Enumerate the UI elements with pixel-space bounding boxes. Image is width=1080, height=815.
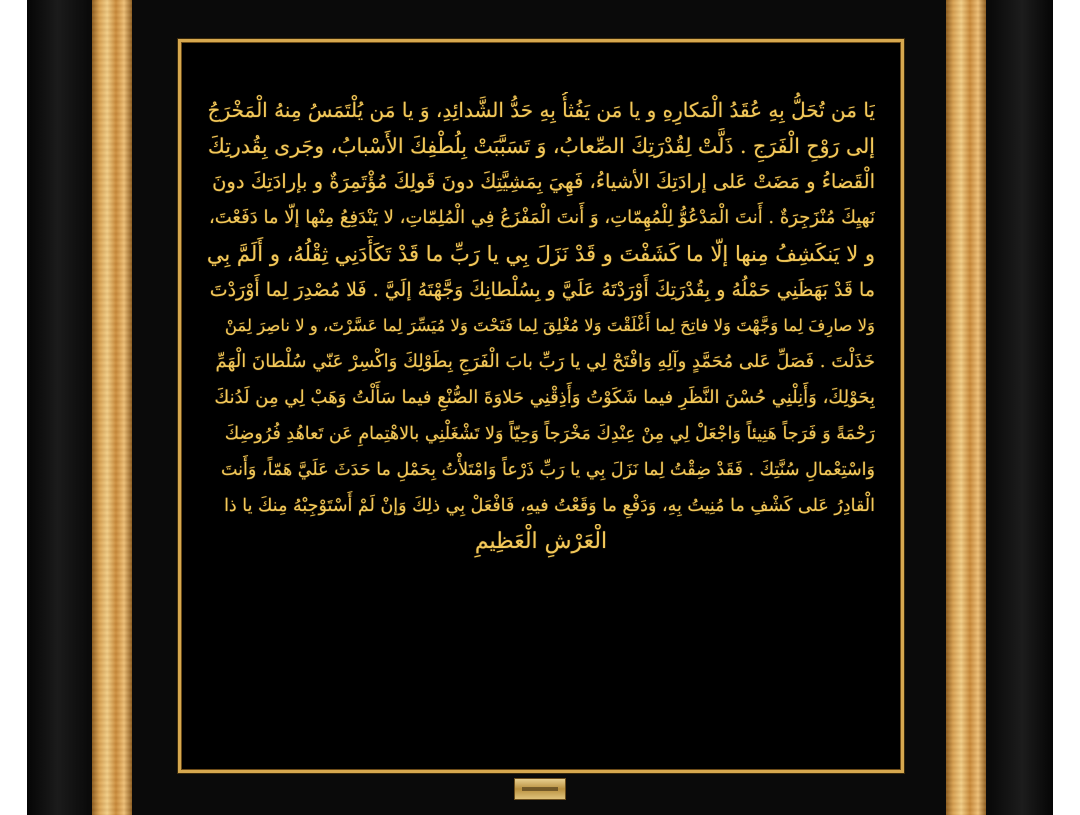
calligraphy-line: و لا يَنكَشِفُ مِنها إلّا ما كَشَفْتَ و قَدْ نَزَلَ بِي يا رَبِّ ما قَدْ تَكَأَّدَنِي ثِقْلُهُ، و أَلَمَّ بِي xyxy=(207,242,875,266)
calligraphy-line: وَلا صارِفَ لِما وَجَّهْتَ وَلا فاتِحَ لِما أَغْلَقْتَ وَلا مُغْلِقَ لِما فَتَحْتَ وَلا مُيَسِّرَ لِما عَسَّرْتَ، و لا ناصِرَ لِمَنْ xyxy=(224,316,875,335)
calligraphy-line: الْقَضاءُ و مَضَتْ عَلى إرادَتِكَ الأشياءُ، فَهِيَ بِمَشِيَّتِكَ دونَ قَولِكَ مُؤْتَمِرَةٌ و بإرادَتِكَ دونَ xyxy=(212,170,875,193)
calligraphy-line: خَذَلْتَ . فَصَلِّ عَلى مُحَمَّدٍ وآلِهِ وَافْتَحْ لِي يا رَبِّ بابَ الْفَرَجِ بِطَوْلِكَ وَاكْسِرْ عَنّي سُلْطانَ الْهَمِّ xyxy=(215,351,875,372)
gold-frame-left xyxy=(92,0,132,815)
calligraphy-line: إلى رَوْحِ الْفَرَجِ . ذَلَّتْ لِقُدْرَتِكَ الصِّعابُ، وَ تَسَبَّبَتْ بِلُطْفِكَ الأَسْبابُ، وجَرى بِقُدرتِكَ xyxy=(207,134,875,158)
calligraphy-line: يَا مَن تُحَلُّ بِهِ عُقَدُ الْمَكارِهِ و يا مَن يَفُثأُ بِهِ حَدُّ الشَّدائِدِ، وَ يا مَن يُلْتَمَسُ مِنهُ الْمَخْرَجُ xyxy=(207,98,875,122)
gold-frame-right xyxy=(946,0,986,815)
calligraphy-line-final: الْعَرْشِ الْعَظِيمِ xyxy=(474,529,608,554)
calligraphy-line: رَحْمَةً وَ فَرَجاً هَنِيئاً وَاجْعَلْ لِي مِنْ عِنْدِكَ مَخْرَجاً وَحِيّاً وَلا تَشْغَلْنِي بالاهْتِمامِ عَن تَعاهُدِ فُرُوضِكَ xyxy=(224,424,875,444)
brass-plaque xyxy=(514,778,566,800)
calligraphy-line: ما قَدْ بَهَظَنِي حَمْلُهُ و بِقُدْرَتِكَ أَوْرَدْتَهُ عَلَيَّ و بِسُلْطانِكَ وَجَّهْتَهُ إلَيَّ . فَلا مُصْدِرَ لِما أَوْرَدْتَ xyxy=(209,279,875,301)
calligraphy-line: نَهيِكَ مُنْزَجِرَةٌ . أَنتَ الْمَدْعُوُّ لِلْمُهِمّاتِ، وَ أَنتَ الْمَفْزَعُ فِي الْمُلِمّاتِ، لا يَنْدَفِعُ مِنْها إلّا ما دَفَعْتَ، xyxy=(208,207,875,228)
calligraphy-line: بِحَوْلِكَ، وَأَنِلْنِي حُسْنَ النَّظَرِ فيما شَكَوْتُ وَأَذِقْنِي حَلاوَةَ الصُّنْعِ فيما سَأَلْتُ وَهَبْ لِي مِن لَدُنكَ xyxy=(214,387,875,408)
calligraphy-line: الْقادِرُ عَلى كَشْفِ ما مُنِيتُ بِهِ، وَدَفْعِ ما وَقَعْتُ فيهِ، فَافْعَلْ بِي ذلِكَ وَإنْ لَمْ أَسْتَوْجِبْهُ مِنكَ يا ذا xyxy=(224,496,875,516)
calligraphy-line: وَاسْتِعْمالِ سُنَّتِكَ . فَقَدْ ضِقْتُ لِما نَزَلَ بِي يا رَبِّ ذَرْعاً وَامْتَلأْتُ بِحَمْلِ ما حَدَثَ عَلَيَّ هَمّاً، وَأَنتَ xyxy=(220,460,875,480)
calligraphy-panel xyxy=(178,39,904,773)
calligraphy-text-block xyxy=(207,92,875,560)
